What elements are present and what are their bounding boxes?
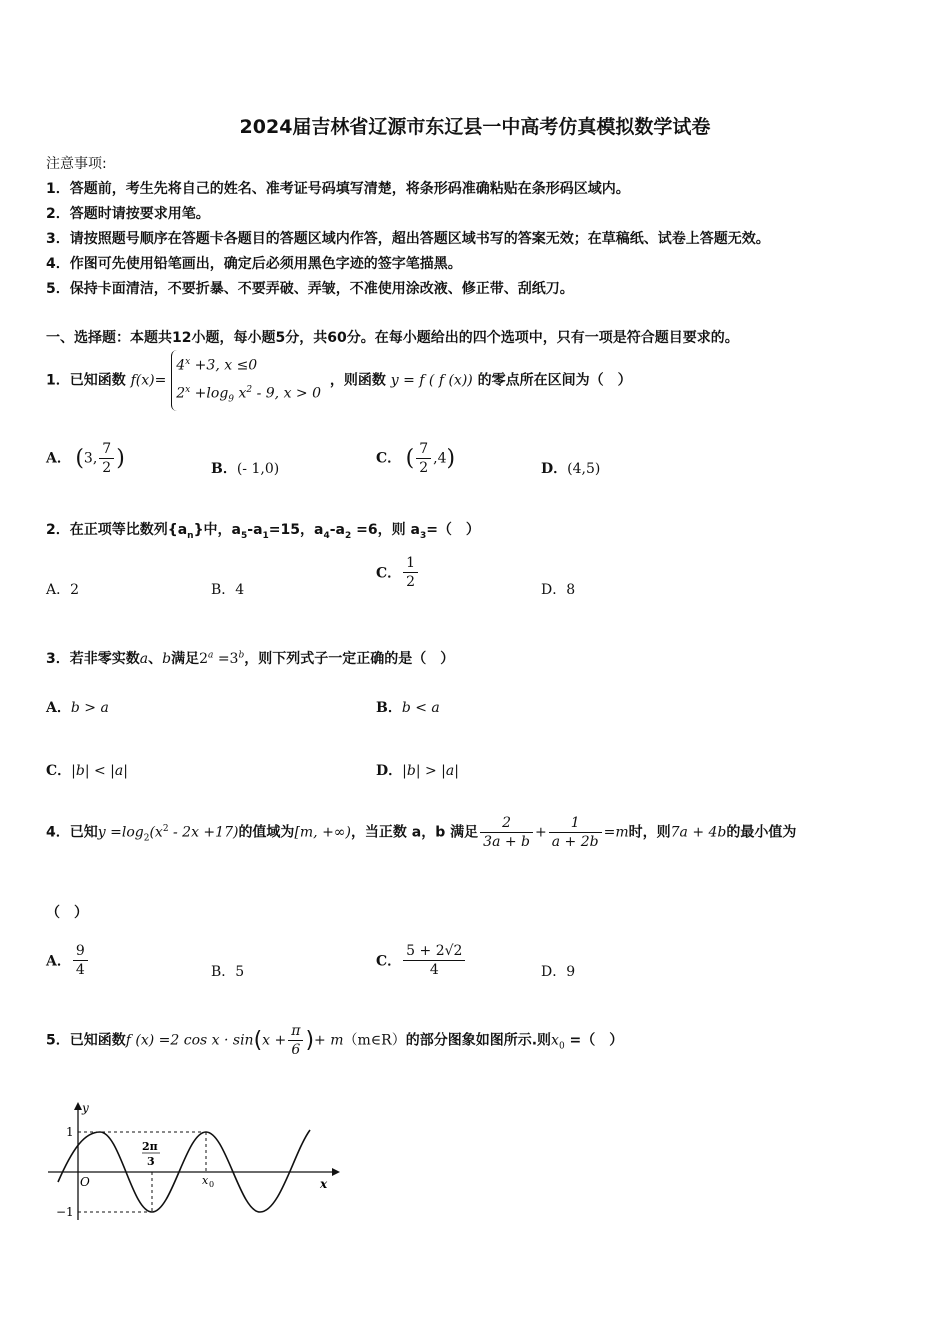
q4-answer-paren: （ ） — [46, 905, 88, 921]
q3-option-c[interactable]: C．|b| < |a| — [46, 763, 128, 779]
q1-suffix: 的零点所在区间为（ ） — [477, 372, 632, 389]
note-item: 1．答题前，考生先将自己的姓名、准考证号码填写清楚，将条形码准确粘贴在条形码区域内。 — [46, 181, 630, 197]
notes-heading: 注意事项: — [46, 156, 107, 172]
sine-graph — [44, 1096, 344, 1226]
q4-option-c[interactable]: C． $\frac{5 + 2√2}{4}$ — [376, 942, 467, 979]
q1-y: y = f ( f (x)) — [390, 372, 473, 389]
q4-option-b[interactable]: B．5 — [211, 964, 245, 980]
question-4: 4．已知$y =\log_2(x^2 - 2x +17)$的值域为[m, +∞)，当正数 a，b 满足 $\frac{2}{3a + b}$ + $\frac{1}{a + 2b}$ =m时，则7a + 4b的最小值为 — [46, 815, 797, 850]
question-2: 2．在正项等比数列$\{a_n\}$中，$a_5-a_1=15$，$a_4-a_2 =6$，则 $a_3=$（ ） — [46, 522, 480, 541]
q1-piecewise: $4^x +3$, x ≤0 $2^x +\log_9$ $x^2 - 9$, x > 0 — [171, 350, 325, 411]
q2-option-c[interactable]: C． $\frac{1}{2}$ — [376, 554, 420, 591]
q2-option-d[interactable]: D．8 — [541, 582, 576, 598]
question-5: 5．已知函数f (x) =2 cos x · sin(x + $\frac{\pi}{6}$ )+ m（m∈R）的部分图象如图所示.则$x_0$ =（ ） — [46, 1023, 624, 1058]
q1-option-d[interactable]: D．(4,5) — [541, 461, 601, 477]
section-heading: 一、选择题：本题共12小题，每小题5分，共60分。在每小题给出的四个选项中，只有一项是符合题目要求的。 — [46, 330, 739, 346]
q3-option-a[interactable]: A．b > a — [46, 700, 109, 716]
q4-option-a[interactable]: A． $\frac{9}{4}$ — [46, 942, 90, 979]
x-axis-arrow — [332, 1168, 340, 1176]
note-item: 3．请按照题号顺序在答题卡各题目的答题区域内作答，超出答题区域书写的答案无效；在草稿纸、试卷上答题无效。 — [46, 231, 770, 247]
tick-label-x0: x — [202, 1174, 209, 1187]
q1-option-a[interactable]: A． (3, $\frac{7}{2}$ ) — [46, 441, 125, 476]
tick-label-2pi: 2π — [142, 1140, 158, 1153]
tick-label-1: 1 — [66, 1125, 74, 1139]
x-axis-label: x — [320, 1177, 328, 1191]
tick-label-x0-sub: 0 — [209, 1180, 215, 1189]
q4-option-d[interactable]: D．9 — [541, 964, 576, 980]
q1-mid: ，则函数 — [329, 372, 386, 389]
q1-option-b[interactable]: B．(- 1,0) — [211, 461, 280, 477]
tick-label-minus1: −1 — [56, 1205, 74, 1219]
y-axis-label: y — [82, 1101, 89, 1115]
tick-label-3: 3 — [147, 1155, 155, 1168]
q2-option-a[interactable]: A．2 — [46, 582, 80, 598]
note-item: 5．保持卡面清洁，不要折暴、不要弄破、弄皱，不准使用涂改液、修正带、刮纸刀。 — [46, 281, 574, 297]
q1-option-c[interactable]: C． ( $\frac{7}{2}$ ,4) — [376, 441, 456, 476]
origin-label: O — [80, 1175, 90, 1189]
q3-option-d[interactable]: D．|b| > |a| — [376, 763, 459, 779]
y-axis-arrow — [74, 1102, 82, 1110]
question-1 — [46, 350, 632, 411]
question-3: 3．若非零实数a、b满足$2^a =3^b$，则下列式子一定正确的是（ ） — [46, 650, 455, 667]
sine-curve — [58, 1130, 310, 1212]
notes-block — [46, 152, 770, 302]
note-item: 2．答题时请按要求用笔。 — [46, 206, 210, 222]
note-item: 4．作图可先使用铅笔画出，确定后必须用黑色字迹的签字笔描黑。 — [46, 256, 462, 272]
q1-prefix: 1．已知函数 — [46, 372, 126, 389]
q2-option-b[interactable]: B．4 — [211, 582, 245, 598]
page-title: 2024届吉林省辽源市东辽县一中高考仿真模拟数学试卷 — [239, 116, 711, 138]
q3-option-b[interactable]: B．b < a — [376, 700, 440, 716]
q1-fx: f(x)= — [130, 372, 167, 389]
